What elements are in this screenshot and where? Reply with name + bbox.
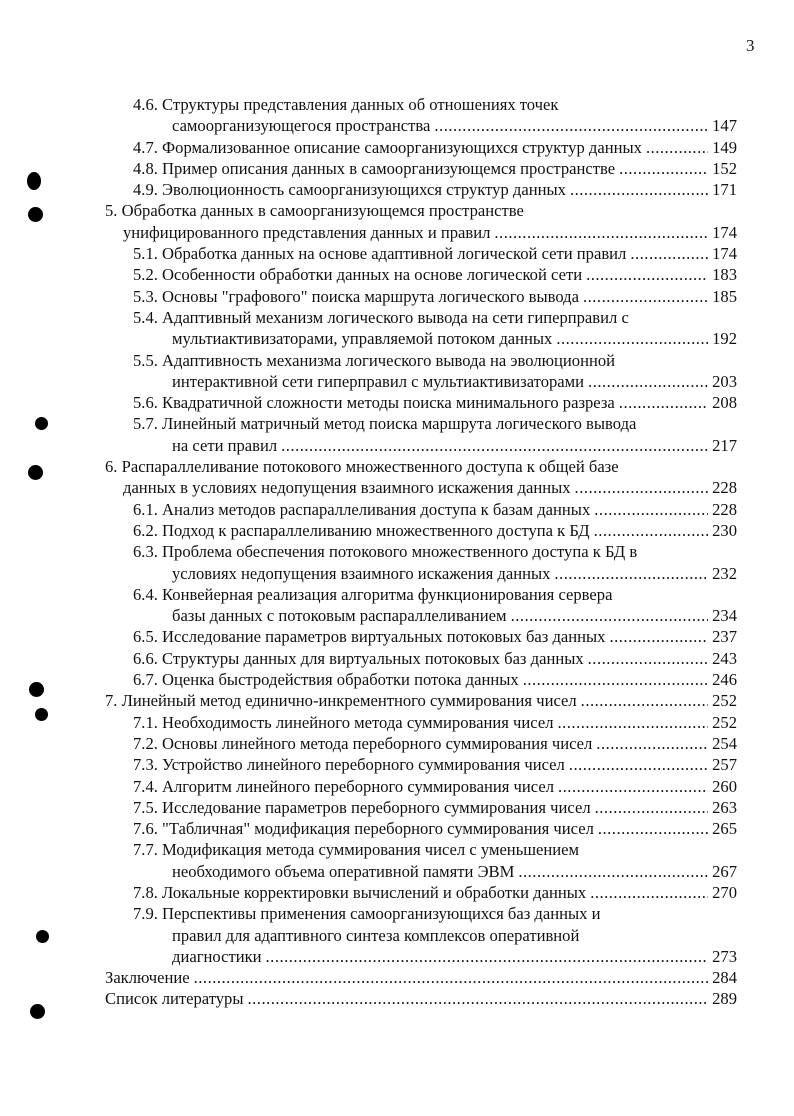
- toc-page-number: 149: [712, 137, 737, 157]
- toc-entry-title: 4.7. Формализованное описание самоорганизующихся структур данных: [133, 137, 642, 157]
- table-of-contents: [105, 94, 737, 1010]
- punch-hole-mark: [29, 682, 44, 697]
- toc-page-number: 230: [712, 520, 737, 540]
- toc-page-number: 263: [712, 797, 737, 817]
- toc-entry-line: [105, 264, 737, 285]
- toc-section-entry: [105, 776, 737, 797]
- toc-chapter-entry: [105, 967, 737, 988]
- toc-entry-line: [105, 648, 737, 669]
- dot-leader: [570, 179, 708, 200]
- dot-leader: [248, 988, 709, 1009]
- toc-page-number: 273: [712, 946, 737, 966]
- toc-page-number: 147: [712, 116, 737, 136]
- toc-entry-line: [105, 626, 737, 647]
- dot-leader: [590, 882, 708, 903]
- toc-page-number: 208: [712, 393, 737, 413]
- toc-entry-title: диагностики: [172, 946, 262, 966]
- toc-page-number: 237: [712, 627, 737, 647]
- toc-entry-line: [105, 243, 737, 264]
- toc-page-number: 152: [712, 158, 737, 178]
- toc-chapter-entry: [105, 456, 737, 499]
- toc-page-number: 289: [712, 989, 737, 1009]
- toc-chapter-entry: [105, 200, 737, 243]
- toc-entry-title: 5.7. Линейный матричный метод поиска маршрута логического вывода: [133, 414, 637, 434]
- toc-entry-line: [105, 222, 737, 243]
- toc-entry-title: условиях недопущения взаимного искажения данных: [172, 563, 551, 583]
- toc-entry-line: [105, 435, 737, 456]
- dot-leader: [619, 392, 708, 413]
- toc-page-number: 192: [712, 329, 737, 349]
- toc-entry-line: [105, 946, 737, 967]
- toc-entry-title: 5.5. Адаптивность механизма логического вывода на эволюционной: [133, 350, 616, 370]
- toc-section-entry: [105, 733, 737, 754]
- toc-entry-line: [105, 392, 737, 413]
- toc-page-number: 203: [712, 371, 737, 391]
- punch-hole-mark: [30, 1004, 45, 1019]
- dot-leader: [523, 669, 708, 690]
- toc-entry-title: 5.1. Обработка данных на основе адаптивной логической сети правил: [133, 244, 627, 264]
- toc-entry-title: 7.4. Алгоритм линейного переборного суммирования чисел: [133, 776, 554, 796]
- toc-section-entry: [105, 669, 737, 690]
- punch-hole-mark: [28, 465, 43, 480]
- dot-leader: [556, 328, 708, 349]
- toc-entry-title: 6.4. Конвейерная реализация алгоритма функционирования сервера: [133, 584, 613, 604]
- toc-entry-line: [105, 967, 737, 988]
- toc-entry-title: мультиактивизаторами, управляемой потоком данных: [172, 329, 553, 349]
- dot-leader: [494, 222, 708, 243]
- dot-leader: [646, 137, 708, 158]
- toc-page-number: 183: [712, 265, 737, 285]
- toc-entry-title: 4.6. Структуры представления данных об отношениях точек: [133, 95, 559, 114]
- toc-page-number: 228: [712, 499, 737, 519]
- toc-entry-title: 7. Линейный метод единично-инкрементного суммирования чисел: [105, 691, 577, 711]
- toc-section-entry: [105, 882, 737, 903]
- toc-section-entry: [105, 286, 737, 307]
- toc-section-entry: [105, 350, 737, 393]
- toc-page-number: 243: [712, 648, 737, 668]
- toc-entry-line: [105, 328, 737, 349]
- dot-leader: [575, 477, 709, 498]
- toc-page-number: 174: [712, 244, 737, 264]
- toc-entry-title: 4.8. Пример описания данных в самоорганизующемся пространстве: [133, 158, 616, 178]
- toc-entry-line: [105, 712, 737, 733]
- toc-page-number: 217: [712, 435, 737, 455]
- toc-section-entry: [105, 392, 737, 413]
- toc-page-number: 267: [712, 861, 737, 881]
- toc-section-entry: [105, 179, 737, 200]
- toc-section-entry: [105, 264, 737, 285]
- toc-section-entry: [105, 541, 737, 584]
- toc-entry-title: 6.5. Исследование параметров виртуальных потоковых баз данных: [133, 627, 606, 647]
- toc-entry-line: [105, 499, 737, 520]
- toc-entry-line: [105, 690, 737, 711]
- toc-entry-title: 7.5. Исследование параметров переборного суммирования чисел: [133, 797, 591, 817]
- toc-section-entry: [105, 626, 737, 647]
- toc-entry-title: данных в условиях недопущения взаимного искажения данных: [123, 478, 571, 498]
- toc-page-number: 260: [712, 776, 737, 796]
- dot-leader: [594, 499, 708, 520]
- dot-leader: [557, 712, 708, 733]
- page-number: 3: [746, 36, 755, 55]
- toc-section-entry: [105, 712, 737, 733]
- toc-entry-title: Заключение: [105, 968, 190, 988]
- toc-entry-line: [105, 541, 737, 562]
- toc-page-number: 252: [712, 712, 737, 732]
- toc-page-number: 257: [712, 755, 737, 775]
- toc-entry-line: [105, 200, 737, 221]
- punch-hole-mark: [35, 708, 48, 721]
- toc-entry-title: 5.6. Квадратичной сложности методы поиска минимального разреза: [133, 393, 615, 413]
- toc-entry-line: [105, 137, 737, 158]
- dot-leader: [266, 946, 709, 967]
- dot-leader: [281, 435, 708, 456]
- toc-entry-line: [105, 733, 737, 754]
- punch-hole-mark: [28, 207, 43, 222]
- toc-entry-line: [105, 669, 737, 690]
- toc-section-entry: [105, 903, 737, 967]
- toc-entry-line: [105, 925, 737, 946]
- toc-page-number: 228: [712, 478, 737, 498]
- toc-entry-line: [105, 754, 737, 775]
- punch-hole-mark: [36, 930, 49, 943]
- toc-page-number: 270: [712, 882, 737, 902]
- toc-page-number: 174: [712, 222, 737, 242]
- toc-section-entry: [105, 413, 737, 456]
- toc-page-number: 265: [712, 819, 737, 839]
- toc-entry-line: [105, 115, 737, 136]
- toc-section-entry: [105, 158, 737, 179]
- toc-page-number: 252: [712, 691, 737, 711]
- toc-entry-line: [105, 350, 737, 371]
- toc-section-entry: [105, 94, 737, 137]
- toc-page-number: 284: [712, 968, 737, 988]
- dot-leader: [511, 605, 709, 626]
- dot-leader: [583, 286, 708, 307]
- toc-entry-title: базы данных с потоковым распараллеливанием: [172, 606, 507, 626]
- toc-chapter-entry: [105, 690, 737, 711]
- toc-entry-title: 7.1. Необходимость линейного метода суммирования чисел: [133, 712, 554, 732]
- toc-page-number: 232: [712, 563, 737, 583]
- toc-entry-title: 7.3. Устройство линейного переборного суммирования чисел: [133, 755, 565, 775]
- toc-section-entry: [105, 243, 737, 264]
- toc-entry-line: [105, 861, 737, 882]
- dot-leader: [558, 776, 708, 797]
- toc-entry-title: на сети правил: [172, 435, 278, 455]
- dot-leader: [581, 690, 708, 711]
- dot-leader: [630, 243, 708, 264]
- toc-entry-line: [105, 797, 737, 818]
- dot-leader: [619, 158, 708, 179]
- toc-section-entry: [105, 584, 737, 627]
- dot-leader: [588, 648, 708, 669]
- dot-leader: [588, 371, 708, 392]
- toc-entry-line: [105, 903, 737, 924]
- dot-leader: [518, 861, 708, 882]
- toc-section-entry: [105, 307, 737, 350]
- toc-entry-title: 6.2. Подход к распараллеливанию множественного доступа к БД: [133, 520, 590, 540]
- toc-entry-line: [105, 371, 737, 392]
- toc-entry-line: [105, 477, 737, 498]
- toc-entry-title: 6.7. Оценка быстродействия обработки потока данных: [133, 670, 519, 690]
- toc-page-number: 185: [712, 286, 737, 306]
- toc-section-entry: [105, 137, 737, 158]
- toc-entry-line: [105, 158, 737, 179]
- toc-entry-title: правил для адаптивного синтеза комплексов оперативной: [172, 925, 580, 945]
- toc-entry-title: унифицированного представления данных и правил: [123, 222, 491, 242]
- toc-entry-line: [105, 818, 737, 839]
- toc-entry-line: [105, 605, 737, 626]
- dot-leader: [586, 264, 708, 285]
- punch-hole-mark: [35, 417, 48, 430]
- toc-entry-title: 7.2. Основы линейного метода переборного суммирования чисел: [133, 733, 593, 753]
- toc-entry-line: [105, 94, 737, 115]
- toc-entry-title: интерактивной сети гиперправил с мультиактивизаторами: [172, 371, 585, 391]
- toc-entry-line: [105, 179, 737, 200]
- toc-entry-title: 7.6. "Табличная" модификация переборного суммирования чисел: [133, 819, 594, 839]
- toc-entry-title: 7.7. Модификация метода суммирования чисел с уменьшением: [133, 840, 580, 860]
- dot-leader: [596, 733, 708, 754]
- dot-leader: [554, 563, 708, 584]
- toc-entry-line: [105, 456, 737, 477]
- toc-entry-title: 7.9. Перспективы применения самоорганизующихся баз данных и: [133, 904, 601, 924]
- toc-entry-title: необходимого объема оперативной памяти ЭВМ: [172, 861, 515, 881]
- dot-leader: [569, 754, 708, 775]
- toc-section-entry: [105, 818, 737, 839]
- toc-entry-title: 5.4. Адаптивный механизм логического вывода на сети гиперправил с: [133, 307, 629, 327]
- toc-entry-title: 5.3. Основы "графового" поиска маршрута логического вывода: [133, 286, 579, 306]
- toc-entry-title: 5. Обработка данных в самоорганизующемся пространстве: [105, 201, 524, 221]
- toc-entry-line: [105, 563, 737, 584]
- toc-entry-line: [105, 286, 737, 307]
- toc-section-entry: [105, 499, 737, 520]
- toc-entry-line: [105, 988, 737, 1009]
- toc-entry-title: 6.3. Проблема обеспечения потокового множественного доступа к БД в: [133, 542, 638, 562]
- toc-section-entry: [105, 839, 737, 882]
- toc-entry-title: самоорганизующегося пространства: [172, 116, 431, 136]
- toc-entry-title: 6.1. Анализ методов распараллеливания доступа к базам данных: [133, 499, 591, 519]
- toc-entry-line: [105, 520, 737, 541]
- dot-leader: [434, 115, 708, 136]
- toc-entry-line: [105, 776, 737, 797]
- toc-entry-title: 4.9. Эволюционность самоорганизующихся структур данных: [133, 180, 566, 200]
- toc-section-entry: [105, 797, 737, 818]
- toc-section-entry: [105, 754, 737, 775]
- toc-page-number: 234: [712, 606, 737, 626]
- dot-leader: [598, 818, 708, 839]
- toc-entry-title: Список литературы: [105, 989, 244, 1009]
- toc-page-number: 254: [712, 733, 737, 753]
- toc-entry-title: 6.6. Структуры данных для виртуальных потоковых баз данных: [133, 648, 584, 668]
- toc-entry-title: 6. Распараллеливание потокового множественного доступа к общей базе: [105, 457, 619, 477]
- toc-chapter-entry: [105, 988, 737, 1009]
- toc-entry-line: [105, 882, 737, 903]
- toc-page-number: 171: [712, 180, 737, 200]
- toc-entry-title: 5.2. Особенности обработки данных на основе логической сети: [133, 265, 583, 285]
- toc-entry-title: 7.8. Локальные корректировки вычислений и обработки данных: [133, 882, 587, 902]
- toc-section-entry: [105, 520, 737, 541]
- toc-entry-line: [105, 413, 737, 434]
- toc-entry-line: [105, 584, 737, 605]
- dot-leader: [194, 967, 708, 988]
- toc-entry-line: [105, 839, 737, 860]
- toc-entry-line: [105, 307, 737, 328]
- toc-page-number: 246: [712, 670, 737, 690]
- punch-hole-mark: [27, 172, 41, 190]
- toc-section-entry: [105, 648, 737, 669]
- dot-leader: [609, 626, 708, 647]
- dot-leader: [594, 520, 709, 541]
- dot-leader: [595, 797, 709, 818]
